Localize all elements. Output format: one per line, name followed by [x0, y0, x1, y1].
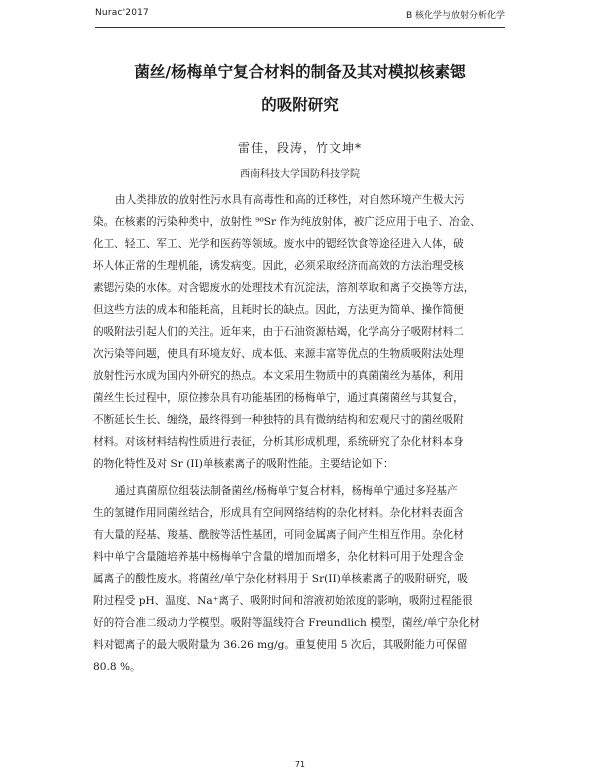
running-header-right: B 核化学与放射分析化学: [405, 11, 505, 21]
paragraph-2-line: 好的符合准二级动力学模型。吸附等温线符合 Freundlich 模型，菌丝/单宁杂化材: [93, 617, 480, 629]
paragraph-1-line: 染。在核素的污染种类中，放射性 ⁹⁰Sr 作为纯放射体，被广泛应用于电子、冶金、: [93, 216, 481, 228]
paper-title-line-2: 的吸附研究: [261, 96, 339, 114]
header-rule: [95, 27, 505, 28]
paragraph-1-line: 由人类排放的放射性污水具有高毒性和高的迁移性，对自然环境产生极大污: [115, 194, 465, 206]
paragraph-2-line: 属离子的酸性废水。将菌丝/单宁杂化材料用于 Sr(II)单核素离子的吸附研究，吸: [93, 573, 468, 585]
paragraph-1-line: 化工、轻工、军工、光学和医药等领域。废水中的锶经饮食等途径进入人体，破: [93, 238, 464, 250]
paragraph-1-line: 次污染等问题，使具有环境友好、成本低、来源丰富等优点的生物质吸附法处理: [93, 348, 464, 360]
paragraph-2-line: 料中单宁含量随培养基中杨梅单宁含量的增加而增多，杂化材料可用于处理含金: [93, 551, 464, 563]
paragraph-1-line: 的吸附法引起人们的关注。近年来，由于石油资源枯竭，化学高分子吸附材料二: [93, 326, 464, 338]
paragraph-1-line: 不断延长生长、缠绕，最终得到一种独特的具有微纳结构和宏观尺寸的菌丝吸附: [93, 414, 464, 426]
page-number: 71: [294, 760, 306, 769]
paragraph-2-line: 有大量的羟基、羧基、酰胺等活性基团，可同金属离子间产生相互作用。杂化材: [93, 529, 464, 541]
paragraph-1-line: 材料。对该材料结构性质进行表征，分析其形成机理，系统研究了杂化材料本身: [93, 436, 464, 448]
paragraph-1-line: 的物化特性及对 Sr (II)单核素离子的吸附性能。主要结论如下：: [93, 458, 394, 470]
paragraph-2-line: 通过真菌原位组装法制备菌丝/杨梅单宁复合材料，杨梅单宁通过多羟基产: [115, 485, 458, 497]
paragraph-2-line: 80.8 %。: [93, 661, 141, 673]
affiliation: 西南科技大学国防科技学院: [240, 169, 360, 180]
paragraph-2-line: 附过程受 pH、温度、Na⁺离子、吸附时间和溶液初始浓度的影响，吸附过程能很: [93, 595, 473, 607]
paragraph-1-line: 但这些方法的成本和能耗高，且耗时长的缺点。因此，方法更为简单、操作简便: [93, 304, 464, 316]
paragraph-2-line: 生的氢键作用同菌丝结合，形成具有空间网络结构的杂化材料。杂化材料表面含: [93, 507, 464, 519]
paragraph-2-line: 料对锶离子的最大吸附量为 36.26 mg/g。重复使用 5 次后，其吸附能力可保留: [93, 639, 468, 651]
paragraph-1-line: 菌丝生长过程中，原位掺杂具有功能基团的杨梅单宁，通过真菌菌丝与其复合，: [93, 392, 464, 404]
paper-title-line-1: 菌丝/杨梅单宁复合材料的制备及其对模拟核素锶: [134, 63, 466, 81]
author-list: 雷佳，段涛，竹文坤*: [237, 141, 362, 155]
paragraph-1-line: 坏人体正常的生理机能，诱发病变。因此，必须采取经济而高效的方法治理受核: [93, 260, 464, 272]
paragraph-1-line: 放射性污水成为国内外研究的热点。本文采用生物质中的真菌菌丝为基体，利用: [93, 370, 464, 382]
running-header-left: Nurac'2017: [95, 8, 149, 18]
paragraph-1-line: 素锶污染的水体。对含锶废水的处理技术有沉淀法，溶剂萃取和离子交换等方法，: [93, 282, 475, 294]
